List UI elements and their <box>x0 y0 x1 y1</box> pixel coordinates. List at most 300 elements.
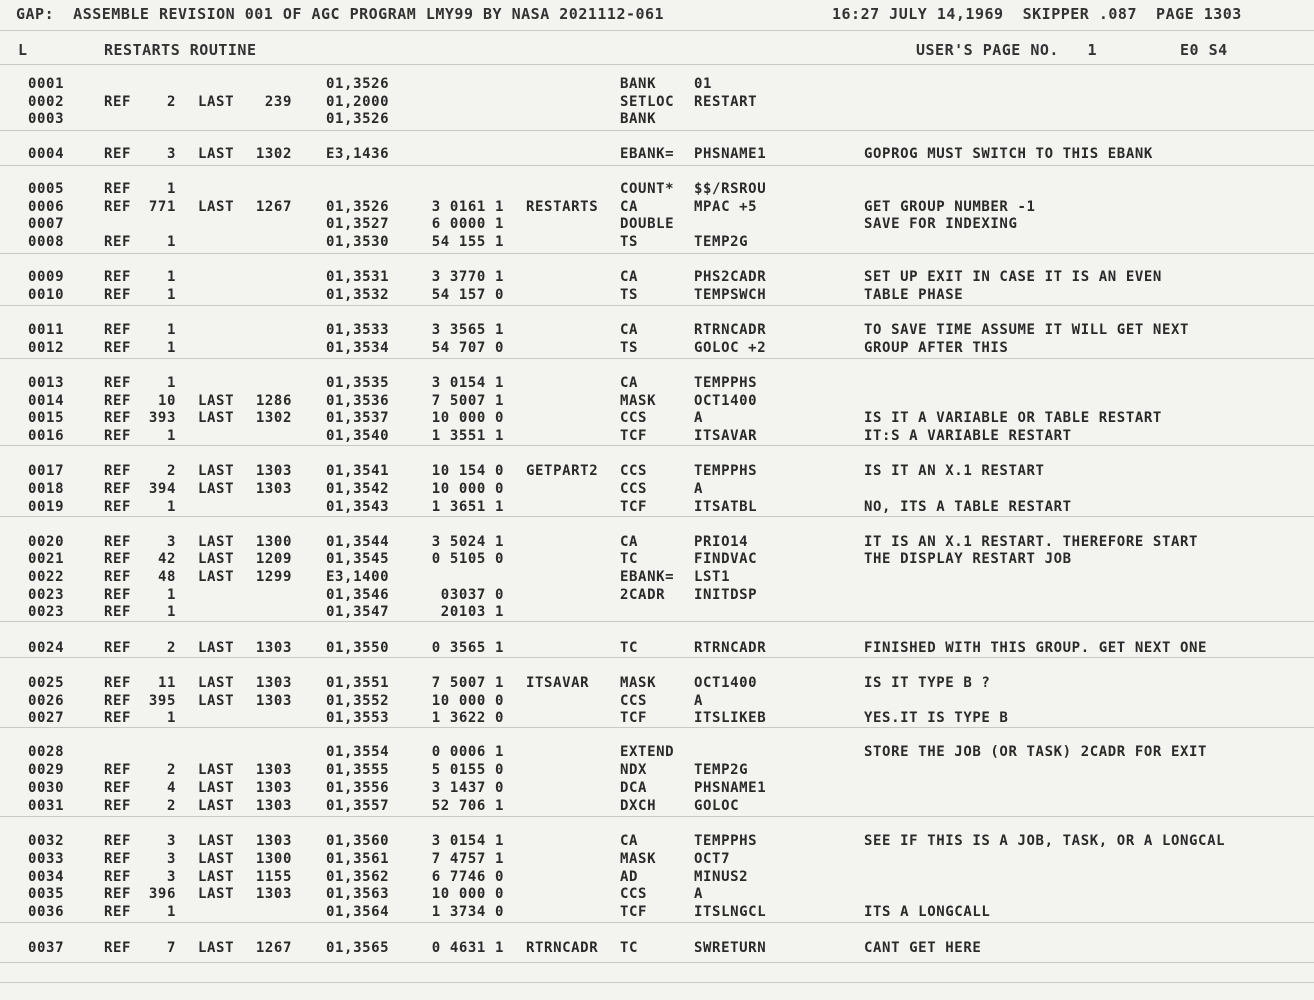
line-ref: REF <box>104 463 132 479</box>
line-refn: 393 <box>148 410 176 426</box>
line-refn: 1 <box>166 499 176 515</box>
line-op: TC <box>620 640 639 656</box>
line-op: EBANK= <box>620 569 675 585</box>
line-code: 1 3622 0 <box>431 710 504 726</box>
line-lastn: 1300 <box>255 534 292 550</box>
line-op: CCS <box>620 481 648 497</box>
line-line: 0016 <box>28 428 65 444</box>
line-operand: 01 <box>694 76 713 92</box>
line-addr: 01,3530 <box>326 234 390 250</box>
line-comment: SEE IF THIS IS A JOB, TASK, OR A LONGCAL <box>864 833 1226 849</box>
line-line: 0037 <box>28 940 65 956</box>
line-refn: 1 <box>166 322 176 338</box>
line-line: 0028 <box>28 744 65 760</box>
line-addr: 01,3565 <box>326 940 390 956</box>
line-lastn: 1303 <box>255 886 292 902</box>
line-refn: 1 <box>166 587 176 603</box>
listing-line <box>0 798 1314 816</box>
rule-line <box>0 816 1314 817</box>
line-code: 0 5105 0 <box>431 551 504 567</box>
line-last: LAST <box>198 798 235 814</box>
line-ref: REF <box>104 851 132 867</box>
line-op: EBANK= <box>620 146 675 162</box>
line-last: LAST <box>198 534 235 550</box>
line-addr: 01,3540 <box>326 428 390 444</box>
line-addr: 01,3536 <box>326 393 390 409</box>
line-operand: TEMPPHS <box>694 463 758 479</box>
line-refn: 395 <box>148 693 176 709</box>
line-addr: 01,3561 <box>326 851 390 867</box>
line-ref: REF <box>104 234 132 250</box>
line-refn: 3 <box>166 534 176 550</box>
line-addr: 01,3543 <box>326 499 390 515</box>
line-operand: RTRNCADR <box>694 322 767 338</box>
line-addr: 01,3562 <box>326 869 390 885</box>
line-comment: TABLE PHASE <box>864 287 964 303</box>
line-ref: REF <box>104 287 132 303</box>
line-op: TC <box>620 940 639 956</box>
listing-line <box>0 481 1314 499</box>
line-refn: 3 <box>166 833 176 849</box>
line-line: 0023 <box>28 587 65 603</box>
line-code: 7 5007 1 <box>431 393 504 409</box>
line-comment: IS IT A VARIABLE OR TABLE RESTART <box>864 410 1162 426</box>
line-code: 1 3734 0 <box>431 904 504 920</box>
line-line: 0012 <box>28 340 65 356</box>
line-refn: 2 <box>166 94 176 110</box>
line-operand: ITSATBL <box>694 499 758 515</box>
line-code: 54 155 1 <box>431 234 504 250</box>
line-addr: 01,3541 <box>326 463 390 479</box>
line-addr: 01,3535 <box>326 375 390 391</box>
line-last: LAST <box>198 481 235 497</box>
listing-line <box>0 780 1314 798</box>
line-line: 0030 <box>28 780 65 796</box>
line-code: 54 707 0 <box>431 340 504 356</box>
line-operand: TEMPSWCH <box>694 287 767 303</box>
line-ref: REF <box>104 94 132 110</box>
line-refn: 4 <box>166 780 176 796</box>
line-refn: 396 <box>148 886 176 902</box>
line-label: RESTARTS <box>526 199 599 215</box>
listing-line <box>0 640 1314 658</box>
listing-line <box>0 181 1314 199</box>
line-addr: 01,3553 <box>326 710 390 726</box>
line-line: 0014 <box>28 393 65 409</box>
line-addr: 01,3563 <box>326 886 390 902</box>
line-last: LAST <box>198 551 235 567</box>
line-code: 3 5024 1 <box>431 534 504 550</box>
line-op: CCS <box>620 693 648 709</box>
line-operand: ITSAVAR <box>694 428 758 444</box>
listing-line <box>0 534 1314 552</box>
line-last: LAST <box>198 833 235 849</box>
line-op: DOUBLE <box>620 216 675 232</box>
line-refn: 42 <box>157 551 176 567</box>
line-refn: 1 <box>166 710 176 726</box>
line-operand: SWRETURN <box>694 940 767 956</box>
line-addr: 01,3557 <box>326 798 390 814</box>
line-op: DXCH <box>620 798 657 814</box>
line-code: 10 000 0 <box>431 410 504 426</box>
line-operand: A <box>694 693 704 709</box>
listing-line <box>0 234 1314 252</box>
line-op: CA <box>620 833 639 849</box>
line-lastn: 1302 <box>255 410 292 426</box>
line-ref: REF <box>104 869 132 885</box>
line-line: 0024 <box>28 640 65 656</box>
listing-line <box>0 569 1314 587</box>
line-refn: 7 <box>166 940 176 956</box>
line-refn: 2 <box>166 640 176 656</box>
line-code: 52 706 1 <box>431 798 504 814</box>
line-op: CCS <box>620 886 648 902</box>
line-refn: 2 <box>166 762 176 778</box>
listing-line <box>0 904 1314 922</box>
line-refn: 48 <box>157 569 176 585</box>
line-refn: 1 <box>166 904 176 920</box>
line-ref: REF <box>104 146 132 162</box>
line-line: 0002 <box>28 94 65 110</box>
line-lastn: 1299 <box>255 569 292 585</box>
line-ref: REF <box>104 904 132 920</box>
line-code: 7 4757 1 <box>431 851 504 867</box>
line-lastn: 1267 <box>255 940 292 956</box>
divider <box>0 30 1314 31</box>
line-op: AD <box>620 869 639 885</box>
line-lastn: 1303 <box>255 675 292 691</box>
line-comment: THE DISPLAY RESTART JOB <box>864 551 1072 567</box>
listing-line <box>0 693 1314 711</box>
line-last: LAST <box>198 569 235 585</box>
line-code: 1 3551 1 <box>431 428 504 444</box>
rule-line <box>0 165 1314 166</box>
line-comment: GET GROUP NUMBER -1 <box>864 199 1036 215</box>
line-op: BANK <box>620 111 657 127</box>
line-op: CCS <box>620 410 648 426</box>
line-ref: REF <box>104 886 132 902</box>
line-code: 1 3651 1 <box>431 499 504 515</box>
line-comment: IS IT TYPE B ? <box>864 675 991 691</box>
line-lastn: 1209 <box>255 551 292 567</box>
line-operand: LST1 <box>694 569 731 585</box>
line-refn: 1 <box>166 428 176 444</box>
line-operand: TEMPPHS <box>694 375 758 391</box>
line-addr: 01,3533 <box>326 322 390 338</box>
line-line: 0021 <box>28 551 65 567</box>
line-ref: REF <box>104 322 132 338</box>
line-operand: GOLOC +2 <box>694 340 767 356</box>
listing-line <box>0 744 1314 762</box>
line-refn: 771 <box>148 199 176 215</box>
line-refn: 1 <box>166 287 176 303</box>
line-refn: 2 <box>166 798 176 814</box>
line-addr: 01,3527 <box>326 216 390 232</box>
line-last: LAST <box>198 410 235 426</box>
line-addr: 01,3564 <box>326 904 390 920</box>
rule-line <box>0 922 1314 923</box>
l-marker: L <box>18 41 28 59</box>
line-code: 10 000 0 <box>431 481 504 497</box>
line-ref: REF <box>104 587 132 603</box>
line-line: 0033 <box>28 851 65 867</box>
line-op: TCF <box>620 428 648 444</box>
line-refn: 3 <box>166 869 176 885</box>
line-ref: REF <box>104 569 132 585</box>
line-last: LAST <box>198 393 235 409</box>
users-page-number: USER'S PAGE NO. 1 <box>916 41 1098 59</box>
line-ref: REF <box>104 499 132 515</box>
rule-line <box>0 962 1314 963</box>
line-op: MASK <box>620 851 657 867</box>
line-operand: TEMP2G <box>694 762 749 778</box>
line-operand: A <box>694 886 704 902</box>
line-addr: E3,1400 <box>326 569 390 585</box>
line-addr: 01,3526 <box>326 111 390 127</box>
line-ref: REF <box>104 940 132 956</box>
line-comment: GOPROG MUST SWITCH TO THIS EBANK <box>864 146 1153 162</box>
line-op: CA <box>620 199 639 215</box>
line-refn: 1 <box>166 234 176 250</box>
listing-line <box>0 287 1314 305</box>
line-line: 0003 <box>28 111 65 127</box>
line-ref: REF <box>104 675 132 691</box>
line-line: 0029 <box>28 762 65 778</box>
line-ref: REF <box>104 762 132 778</box>
line-refn: 2 <box>166 463 176 479</box>
line-op: SETLOC <box>620 94 675 110</box>
line-ref: REF <box>104 269 132 285</box>
line-addr: 01,3556 <box>326 780 390 796</box>
line-op: CA <box>620 375 639 391</box>
listing-line <box>0 675 1314 693</box>
line-ref: REF <box>104 534 132 550</box>
line-operand: ITSLNGCL <box>694 904 767 920</box>
line-addr: 01,3546 <box>326 587 390 603</box>
line-line: 0018 <box>28 481 65 497</box>
line-operand: A <box>694 481 704 497</box>
line-code: 3 3565 1 <box>431 322 504 338</box>
line-operand: ITSLIKEB <box>694 710 767 726</box>
line-addr: 01,2000 <box>326 94 390 110</box>
line-refn: 3 <box>166 851 176 867</box>
line-operand: GOLOC <box>694 798 740 814</box>
listing-line <box>0 499 1314 517</box>
line-lastn: 1302 <box>255 146 292 162</box>
line-line: 0036 <box>28 904 65 920</box>
line-addr: 01,3532 <box>326 287 390 303</box>
listing-line <box>0 393 1314 411</box>
line-addr: 01,3544 <box>326 534 390 550</box>
line-line: 0009 <box>28 269 65 285</box>
rule-line <box>0 305 1314 306</box>
rule-line <box>0 253 1314 254</box>
line-code: 0 0006 1 <box>431 744 504 760</box>
line-refn: 1 <box>166 181 176 197</box>
line-comment: IT IS AN X.1 RESTART. THEREFORE START <box>864 534 1199 550</box>
line-operand: OCT1400 <box>694 675 758 691</box>
line-line: 0035 <box>28 886 65 902</box>
line-ref: REF <box>104 393 132 409</box>
line-line: 0005 <box>28 181 65 197</box>
line-addr: 01,3554 <box>326 744 390 760</box>
line-addr: 01,3552 <box>326 693 390 709</box>
line-ref: REF <box>104 428 132 444</box>
line-operand: OCT1400 <box>694 393 758 409</box>
line-line: 0004 <box>28 146 65 162</box>
line-comment: FINISHED WITH THIS GROUP. GET NEXT ONE <box>864 640 1208 656</box>
listing-line <box>0 833 1314 851</box>
line-ref: REF <box>104 410 132 426</box>
line-code: 10 000 0 <box>431 886 504 902</box>
line-line: 0008 <box>28 234 65 250</box>
line-line: 0010 <box>28 287 65 303</box>
listing-line <box>0 269 1314 287</box>
line-operand: RESTART <box>694 94 758 110</box>
line-line: 0034 <box>28 869 65 885</box>
divider <box>0 64 1314 65</box>
line-operand: INITDSP <box>694 587 758 603</box>
line-refn: 11 <box>157 675 176 691</box>
line-operand: $$/RSROU <box>694 181 767 197</box>
line-operand: FINDVAC <box>694 551 758 567</box>
line-lastn: 1303 <box>255 780 292 796</box>
listing-line <box>0 428 1314 446</box>
line-comment: SET UP EXIT IN CASE IT IS AN EVEN <box>864 269 1162 285</box>
line-refn: 1 <box>166 340 176 356</box>
line-lastn: 1286 <box>255 393 292 409</box>
line-line: 0027 <box>28 710 65 726</box>
line-code: 3 0154 1 <box>431 833 504 849</box>
line-code: 0 3565 1 <box>431 640 504 656</box>
line-lastn: 1303 <box>255 693 292 709</box>
line-addr: 01,3545 <box>326 551 390 567</box>
listing-line <box>0 869 1314 887</box>
line-code: 6 7746 0 <box>431 869 504 885</box>
line-comment: CANT GET HERE <box>864 940 982 956</box>
line-label: RTRNCADR <box>526 940 599 956</box>
line-code: 5 0155 0 <box>431 762 504 778</box>
line-line: 0025 <box>28 675 65 691</box>
line-line: 0022 <box>28 569 65 585</box>
line-last: LAST <box>198 640 235 656</box>
line-comment: SAVE FOR INDEXING <box>864 216 1018 232</box>
line-last: LAST <box>198 146 235 162</box>
rule-line <box>0 358 1314 359</box>
line-op: CA <box>620 322 639 338</box>
eo-marker: E0 S4 <box>1180 41 1228 59</box>
line-refn: 1 <box>166 269 176 285</box>
line-addr: 01,3551 <box>326 675 390 691</box>
line-code: 3 0161 1 <box>431 199 504 215</box>
line-op: BANK <box>620 76 657 92</box>
line-op: CA <box>620 534 639 550</box>
line-addr: 01,3531 <box>326 269 390 285</box>
line-code: 03037 0 <box>440 587 504 603</box>
line-op: DCA <box>620 780 648 796</box>
line-code: 10 154 0 <box>431 463 504 479</box>
line-label: GETPART2 <box>526 463 599 479</box>
line-addr: 01,3547 <box>326 604 390 620</box>
line-comment: IS IT AN X.1 RESTART <box>864 463 1045 479</box>
listing-line <box>0 94 1314 112</box>
line-refn: 3 <box>166 146 176 162</box>
line-op: TS <box>620 287 639 303</box>
line-refn: 1 <box>166 375 176 391</box>
listing-line <box>0 322 1314 340</box>
line-last: LAST <box>198 199 235 215</box>
listing-line <box>0 851 1314 869</box>
line-last: LAST <box>198 851 235 867</box>
line-last: LAST <box>198 869 235 885</box>
listing-line <box>0 199 1314 217</box>
line-addr: 01,3526 <box>326 76 390 92</box>
line-code: 3 1437 0 <box>431 780 504 796</box>
line-operand: PRIO14 <box>694 534 749 550</box>
line-line: 0031 <box>28 798 65 814</box>
line-last: LAST <box>198 940 235 956</box>
line-line: 0015 <box>28 410 65 426</box>
line-line: 0023 <box>28 604 65 620</box>
line-lastn: 1303 <box>255 762 292 778</box>
line-operand: TEMP2G <box>694 234 749 250</box>
line-operand: MINUS2 <box>694 869 749 885</box>
line-ref: REF <box>104 375 132 391</box>
line-op: NDX <box>620 762 648 778</box>
line-comment: IT:S A VARIABLE RESTART <box>864 428 1072 444</box>
line-lastn: 1303 <box>255 798 292 814</box>
line-operand: TEMPPHS <box>694 833 758 849</box>
line-operand: RTRNCADR <box>694 640 767 656</box>
line-op: TCF <box>620 904 648 920</box>
line-line: 0017 <box>28 463 65 479</box>
line-op: MASK <box>620 675 657 691</box>
listing-line <box>0 710 1314 728</box>
line-label: ITSAVAR <box>526 675 590 691</box>
line-operand: PHSNAME1 <box>694 146 767 162</box>
listing-line <box>0 940 1314 958</box>
listing-line <box>0 111 1314 129</box>
line-last: LAST <box>198 94 235 110</box>
line-code: 10 000 0 <box>431 693 504 709</box>
line-addr: 01,3534 <box>326 340 390 356</box>
line-ref: REF <box>104 340 132 356</box>
listing-line <box>0 886 1314 904</box>
listing-line <box>0 762 1314 780</box>
line-line: 0011 <box>28 322 65 338</box>
listing-line <box>0 146 1314 164</box>
line-comment: YES.IT IS TYPE B <box>864 710 1009 726</box>
line-ref: REF <box>104 181 132 197</box>
listing-line <box>0 76 1314 94</box>
line-ref: REF <box>104 693 132 709</box>
line-line: 0001 <box>28 76 65 92</box>
line-line: 0032 <box>28 833 65 849</box>
line-addr: 01,3542 <box>326 481 390 497</box>
listing-line <box>0 551 1314 569</box>
line-addr: 01,3526 <box>326 199 390 215</box>
line-op: COUNT* <box>620 181 675 197</box>
line-code: 54 157 0 <box>431 287 504 303</box>
line-refn: 10 <box>157 393 176 409</box>
line-op: CCS <box>620 463 648 479</box>
line-addr: 01,3537 <box>326 410 390 426</box>
line-addr: 01,3560 <box>326 833 390 849</box>
routine-name: RESTARTS ROUTINE <box>104 41 257 59</box>
line-op: TCF <box>620 710 648 726</box>
line-lastn: 1300 <box>255 851 292 867</box>
line-ref: REF <box>104 604 132 620</box>
